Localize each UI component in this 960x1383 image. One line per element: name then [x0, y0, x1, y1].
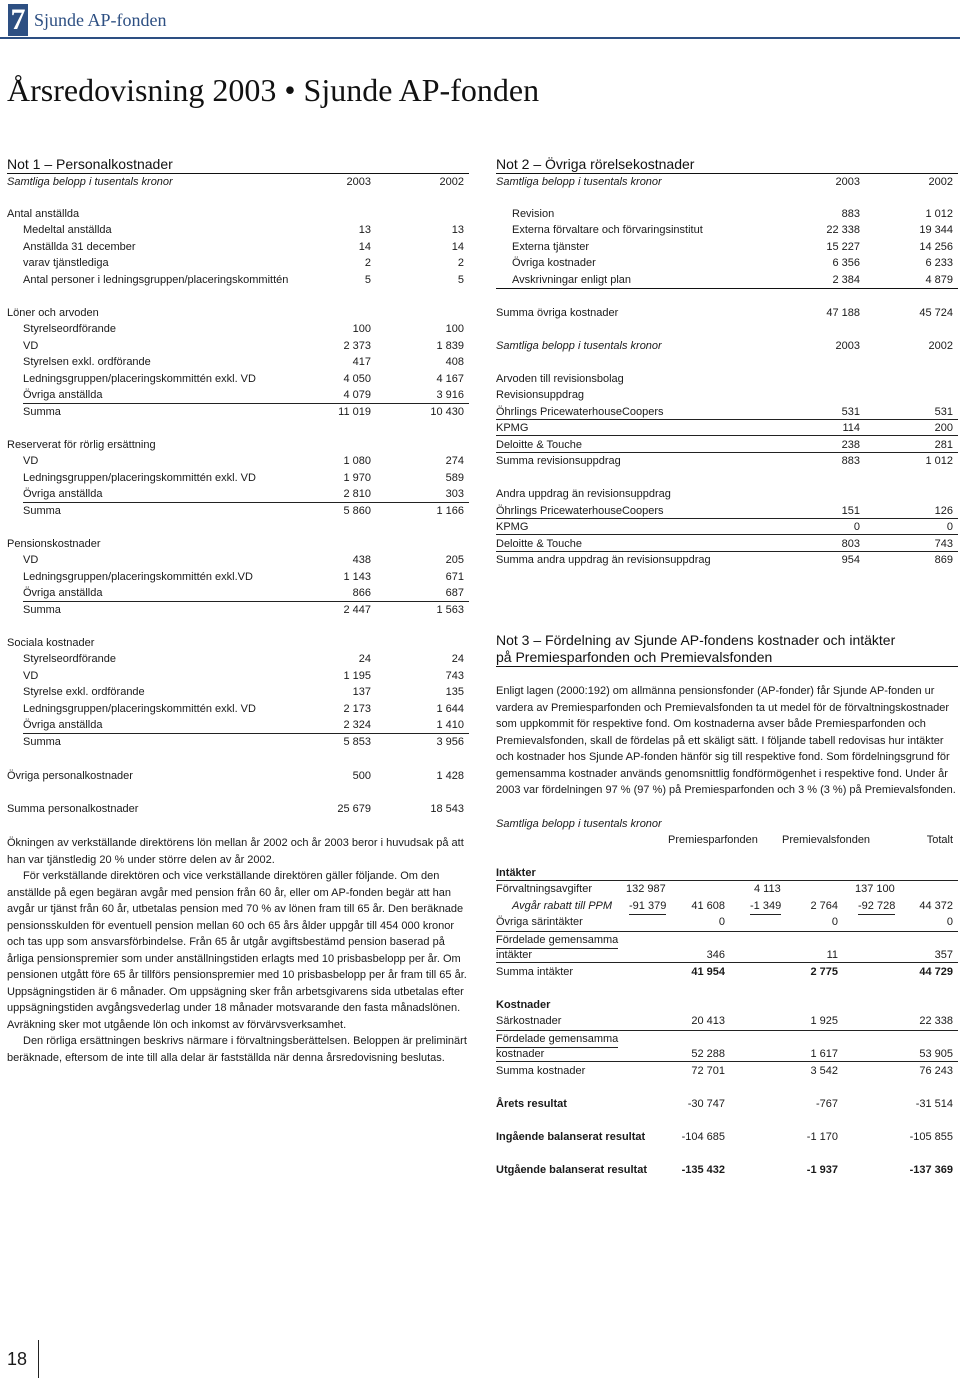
note2-fee-row — [496, 371, 958, 387]
note2-fee-2002: 200 — [934, 422, 953, 434]
note3-shared-inc-label1: Fördelade gemensamma — [496, 932, 618, 949]
logo-mark: 7 — [8, 4, 28, 36]
note3-heading-line2: på Premiesparfonden och Premievalsfonden — [496, 649, 773, 665]
note3-shared-cost-premieval: 1 617 — [810, 1048, 838, 1060]
page-number: 18 — [7, 1349, 28, 1369]
note3-value-premieval: 3 542 — [810, 1065, 838, 1077]
note3-value-total: 0 — [946, 916, 953, 928]
note1-row-label: Reserverat för rörlig ersättning — [7, 439, 156, 451]
note1-row — [7, 222, 469, 238]
note1-row — [7, 453, 469, 469]
note2-subnote: Samtliga belopp i tusentals kronor — [496, 176, 662, 188]
note2-fee-row — [496, 503, 958, 519]
note1-row-label: Övriga anställda — [23, 585, 469, 602]
note2-col2-2003: 2003 — [835, 340, 860, 352]
note1-value-2003: 2 447 — [343, 604, 371, 616]
note2-fee-row — [496, 453, 958, 469]
note1-row-label: Ledningsgruppen/placeringskommittén exkl. VD — [23, 373, 256, 385]
note3-shared-inc-total: 357 — [934, 949, 953, 961]
note2-fee-label: Summa andra uppdrag än revisionsuppdrag — [496, 554, 711, 566]
note3-col-headers — [496, 832, 958, 848]
note3-col-premieval: Premievalsfonden — [782, 834, 871, 846]
note3-row-label: Övriga särintäkter — [496, 916, 583, 928]
note2-total-2002: 45 724 — [919, 307, 953, 319]
note1-row-label: VD — [23, 670, 39, 682]
note1-row-label: varav tjänstlediga — [23, 257, 109, 269]
note1-row-label: Sociala kostnader — [7, 637, 95, 649]
note1-value-2002: 205 — [445, 554, 464, 566]
note1-value-2002: 13 — [451, 224, 464, 236]
note2-row — [496, 239, 958, 255]
note3-value-total: -137 369 — [909, 1164, 953, 1176]
note1-row — [7, 635, 469, 651]
note3-rebate-total-1: -92 728 — [858, 898, 895, 915]
note2-row-label: Övriga kostnader — [512, 257, 596, 269]
note2-fee-label: Summa revisionsuppdrag — [496, 455, 621, 467]
note1-value-2002: 3 956 — [436, 736, 464, 748]
note1-row — [7, 801, 469, 817]
note2-fee-2002: 869 — [934, 554, 953, 566]
note1-value-2003: 2 173 — [343, 703, 371, 715]
note3-heading-line1: Not 3 – Fördelning av Sjunde AP-fondens kostnader och intäkter — [496, 632, 896, 648]
note2-fee-label: KPMG — [496, 521, 529, 533]
note1-value-2003: 1 970 — [343, 472, 371, 484]
note1-row — [7, 404, 469, 420]
note2-value-2003: 6 356 — [832, 257, 860, 269]
note1-value-2003: 866 — [353, 585, 371, 602]
note2-fee-2002: 1 012 — [925, 455, 953, 467]
note1-value-2002: 24 — [451, 653, 464, 665]
note2-fee-2002: 126 — [934, 505, 953, 517]
note1-row — [7, 552, 469, 568]
note1-value-2002: 274 — [445, 455, 464, 467]
note3-fees-premiespar: 132 987 — [626, 883, 666, 895]
note2-value-2002: 19 344 — [919, 224, 953, 236]
note1-value-2002: 589 — [445, 472, 464, 484]
note1-value-2003: 2 324 — [343, 717, 371, 734]
note3-fees-row — [496, 881, 958, 897]
note3-value-premieval: -1 170 — [806, 1131, 838, 1143]
note3-value-premiespar: 0 — [718, 916, 725, 928]
note2-rule — [496, 288, 958, 289]
note2-row — [496, 255, 958, 271]
note3-value-total: 44 729 — [919, 966, 953, 978]
note2-col2-2002: 2002 — [928, 340, 953, 352]
note1-row-label: Summa — [23, 505, 61, 517]
note1-row — [7, 387, 469, 403]
note3-special-row — [496, 914, 958, 930]
note3-value-premieval: -767 — [815, 1098, 838, 1110]
note3-rebate-premiespar-1: -91 379 — [629, 898, 666, 915]
note1-row — [7, 701, 469, 717]
note3-heading-rule — [496, 666, 958, 667]
note1-text-p2: För verkställande direktören och vice verkställande direktören gäller följande. Om den anställde på egen begäran avgår med pension från 60 år, eller om AP-fonden begär att han avgår ur tjänst från 60 år, utbetalas pension med 70 % av lönen fram till 65 år. Den beräknade pensionsskulden för eventuell pension mellan 60 och 65 års ålder uppgår till 454 000 kronor och tas upp som ansvarsförbindelse. Från 65 år utgår avgiftsbestämd pension baserad på årliga pensionspremier som under anställningstiden erlagts med 10 prisbasbelopp per år. Om pensionen utgått före 65 år tillförs pensionspremier med 10 prisbasbelopp per år fram till 65 år. Uppsägningstiden är 6 månader. Om uppsägning sker från arbetsgivarens sida utbetalas efter uppsägningstiden avgångsvederlag under 18 månader motsvarande den fasta månadslönen. Avräkning sker mot utgående lön och inkomst av förvärvsverksamhet. — [7, 870, 467, 1031]
note2-fee-row — [496, 552, 958, 568]
note3-subnote: Samtliga belopp i tusentals kronor — [496, 818, 662, 830]
note3-shared-inc-premiespar: 346 — [706, 949, 725, 961]
note2-fee-2003: 954 — [841, 554, 860, 566]
note2-row-label: Externa förvaltare och förvaringsinstitut — [512, 224, 703, 236]
note3-shared-cost-row — [496, 1046, 958, 1062]
note2-fee-2003: 0 — [853, 521, 860, 533]
note2-fee-row — [496, 437, 958, 453]
note1-row-label: Pensionskostnader — [7, 538, 101, 550]
note3-fees-premieval: 4 113 — [754, 883, 781, 895]
note2-fee-label: KPMG — [496, 422, 529, 434]
note2-value-2003: 2 384 — [832, 274, 860, 286]
note3-row-label: Ingående balanserat resultat — [496, 1131, 646, 1143]
note1-row — [7, 239, 469, 255]
note1-row-label: Ledningsgruppen/placeringskommittén exkl. VD — [23, 472, 256, 484]
note2-fee-label: Öhrlings PricewaterhouseCoopers — [496, 406, 664, 418]
note1-value-2002: 14 — [451, 241, 464, 253]
note3-shared-cost-total: 53 905 — [919, 1048, 953, 1060]
note1-row — [7, 585, 469, 601]
note1-row — [7, 734, 469, 750]
note2-row-label: Avskrivningar enligt plan — [512, 274, 632, 286]
note2-fee-label: Andra uppdrag än revisionsuppdrag — [496, 488, 671, 500]
note1-value-2003: 417 — [352, 356, 371, 368]
note3-income-heading: Intäkter — [496, 867, 536, 879]
note3-row-label: Årets resultat — [496, 1098, 567, 1110]
note3-opening-row — [496, 1129, 958, 1145]
note1-row-label: Övriga anställda — [23, 387, 469, 404]
note1-value-2002: 303 — [446, 486, 464, 503]
note1-row-label: Anställda 31 december — [23, 241, 136, 253]
note3-result-row — [496, 1096, 958, 1112]
brand — [8, 4, 167, 36]
note3-row-label: Utgående balanserat resultat — [496, 1164, 647, 1176]
note2-total-2003: 47 188 — [826, 307, 860, 319]
note1-value-2003: 500 — [352, 770, 371, 782]
note3-rebate-premieval-1: -1 349 — [750, 898, 781, 915]
header-rule — [0, 37, 960, 39]
note1-value-2003: 11 019 — [338, 406, 371, 418]
note1-value-2003: 5 853 — [343, 736, 371, 748]
note1-row-label: Övriga personalkostnader — [7, 770, 133, 782]
note1-text-p1: Ökningen av verkställande direktörens lön mellan år 2002 och år 2003 beror i huvudsak på att han var tjänstledig 20 % under större delen av år 2002. — [7, 837, 464, 866]
note1-value-2002: 5 — [457, 274, 464, 286]
note3-row-label: Summa kostnader — [496, 1065, 586, 1077]
page-number-rule — [38, 1340, 39, 1378]
note1-row — [7, 768, 469, 784]
note3-value-total: 76 243 — [919, 1065, 953, 1077]
note2-fee-2003: 531 — [841, 406, 860, 418]
note3-value-premieval: -1 937 — [806, 1164, 838, 1176]
note1-value-2002: 100 — [445, 323, 464, 335]
note2-fee-2003: 151 — [841, 505, 860, 517]
note1-row-label: Styrelsen exkl. ordförande — [23, 356, 151, 368]
note1-value-2002: 743 — [445, 670, 464, 682]
note2-fee-label: Deloitte & Touche — [496, 439, 583, 451]
note1-row-label: VD — [23, 554, 39, 566]
brand-name: Sjunde AP-fonden — [34, 9, 167, 30]
note1-row — [7, 503, 469, 519]
note1-row-label: Summa — [23, 736, 61, 748]
note2-fee-2002: 0 — [946, 521, 953, 533]
note3-value-total: 22 338 — [919, 1015, 953, 1027]
note2-value-2003: 883 — [841, 208, 860, 220]
note1-text — [7, 835, 469, 1066]
note1-row — [7, 602, 469, 618]
note3-spec-cost-row — [496, 1013, 958, 1029]
note1-value-2003: 1 080 — [343, 455, 371, 467]
note1-value-2003: 13 — [358, 224, 371, 236]
note2-total-row — [496, 305, 958, 321]
note1-value-2003: 2 373 — [343, 340, 371, 352]
note1-row — [7, 536, 469, 552]
note1-value-2003: 5 — [364, 274, 371, 286]
note3-rebate-row — [496, 898, 958, 914]
note1-value-2003: 2 810 — [343, 486, 371, 503]
note1-value-2002: 4 167 — [436, 373, 464, 385]
note2-fee-2002: 743 — [934, 538, 953, 550]
note3-shared-inc-premieval: 11 — [826, 949, 838, 961]
note2-fee-2003: 114 — [842, 422, 860, 434]
note1-row-label: Styrelse exkl. ordförande — [23, 686, 145, 698]
note3-rebate-premiespar-2: 41 608 — [691, 900, 725, 912]
note2-col-2002: 2002 — [928, 176, 953, 188]
note1-value-2002: 10 430 — [430, 406, 464, 418]
note1-row-label: Styrelseordförande — [23, 323, 116, 335]
note1-row-label: VD — [23, 340, 39, 352]
note3-value-premiespar: 41 954 — [691, 966, 725, 978]
note2-fee-row — [496, 519, 958, 535]
note1-row — [7, 305, 469, 321]
note1-row — [7, 255, 469, 271]
note1-row-label: Antal personer i ledningsgruppen/placeringskommittén — [23, 274, 289, 286]
note1-value-2003: 14 — [358, 241, 371, 253]
note3-col-totalt: Totalt — [926, 834, 953, 846]
note3-fees-label: Förvaltningsavgifter — [496, 883, 592, 895]
note1-row — [7, 354, 469, 370]
note2-value-2003: 22 338 — [826, 224, 860, 236]
note1-row — [7, 486, 469, 502]
note3-sum-inc-row — [496, 964, 958, 980]
page-title: Årsredovisning 2003 • Sjunde AP-fonden — [7, 72, 540, 108]
note2-fee-2003: 883 — [841, 455, 860, 467]
note1-row — [7, 321, 469, 337]
note1-row-label: Övriga anställda — [23, 486, 469, 503]
note1-value-2002: 1 644 — [436, 703, 464, 715]
note1-value-2003: 4 079 — [343, 387, 371, 404]
note1-value-2002: 3 916 — [436, 387, 464, 404]
note2-fee-label: Revisionsuppdrag — [496, 389, 585, 401]
note3-value-premieval: 2 775 — [810, 966, 838, 978]
note1-row — [7, 371, 469, 387]
note3-cost-head — [496, 997, 958, 1013]
note2-fee-2002: 531 — [934, 406, 953, 418]
note1-value-2003: 1 143 — [343, 571, 371, 583]
note3-col-premiespar: Premiesparfonden — [668, 834, 758, 846]
note1-row — [7, 338, 469, 354]
note2-fee-row — [496, 387, 958, 403]
note2-fee-row — [496, 486, 958, 502]
note3-value-premiespar: -30 747 — [687, 1098, 725, 1110]
note3-shared-cost-label1: Fördelade gemensamma — [496, 1031, 618, 1048]
note1-text-p3: Den rörliga ersättningen beskrivs närmare i förvaltningsberättelsen. Beloppen är preliminärt beräknade, eftersom de inte till alla delar är fastställda när denna årsredovisning beslutas. — [7, 1035, 467, 1064]
note1-value-2002: 2 — [457, 257, 464, 269]
note3-rebate-label: Avgår rabatt till PPM — [512, 900, 613, 912]
note1-value-2003: 1 195 — [343, 670, 371, 682]
note1-row-label: Summa personalkostnader — [7, 803, 139, 815]
note2-subheader2 — [496, 338, 958, 354]
note1-value-2002: 671 — [445, 571, 464, 583]
note2-subheader — [496, 174, 958, 190]
note1-col-2003: 2003 — [346, 176, 371, 188]
note1-value-2003: 24 — [358, 653, 371, 665]
note3-shared-inc-row — [496, 947, 958, 963]
note2-total-label: Summa övriga kostnader — [496, 307, 619, 319]
note1-row-label: Antal anställda — [7, 208, 80, 220]
note1-row-label: Medeltal anställda — [23, 224, 112, 236]
note2-subnote2: Samtliga belopp i tusentals kronor — [496, 340, 662, 352]
note2-fee-2003: 238 — [841, 439, 860, 451]
note1-row-label: Löner och arvoden — [7, 307, 99, 319]
note1-row-label: Ledningsgruppen/placeringskommittén exkl.VD — [23, 571, 253, 583]
note1-value-2002: 1 410 — [436, 717, 464, 734]
note3-value-premiespar: -104 685 — [681, 1131, 725, 1143]
note1-value-2002: 18 543 — [430, 803, 464, 815]
note1-row-label: Summa — [23, 406, 61, 418]
note3-rebate-premieval-2: 2 764 — [810, 900, 838, 912]
note1-row — [7, 206, 469, 222]
note2-row — [496, 272, 958, 288]
note3-text — [496, 683, 958, 799]
note1-row — [7, 470, 469, 486]
note1-value-2002: 1 166 — [436, 505, 464, 517]
note3-value-total: -31 514 — [915, 1098, 953, 1110]
note3-row-label: Summa intäkter — [496, 966, 574, 978]
note3-value-premiespar: 72 701 — [691, 1065, 725, 1077]
note2-row-label: Revision — [512, 208, 555, 220]
note2-value-2002: 14 256 — [919, 241, 953, 253]
note2-value-2002: 4 879 — [925, 274, 953, 286]
note1-value-2003: 438 — [352, 554, 371, 566]
note3-value-total: -105 855 — [909, 1131, 953, 1143]
note3-sum-cost-row — [496, 1063, 958, 1079]
note2-value-2002: 6 233 — [925, 257, 953, 269]
note1-row-label: Styrelseordförande — [23, 653, 116, 665]
note2-col-2003: 2003 — [835, 176, 860, 188]
note3-value-premieval: 0 — [831, 916, 838, 928]
note3-fees-total: 137 100 — [855, 883, 895, 895]
note3-shared-cost-label-row — [496, 1030, 958, 1046]
note1-subnote: Samtliga belopp i tusentals kronor — [7, 176, 173, 188]
note2-row-label: Externa tjänster — [512, 241, 590, 253]
note3-rebate-total-2: 44 372 — [919, 900, 953, 912]
note1-value-2003: 25 679 — [337, 803, 371, 815]
note2-row — [496, 206, 958, 222]
note1-value-2002: 135 — [445, 686, 464, 698]
note1-heading: Not 1 – Personalkostnader — [7, 156, 173, 172]
note2-fee-label: Deloitte & Touche — [496, 538, 583, 550]
note2-fee-label: Öhrlings PricewaterhouseCoopers — [496, 505, 664, 517]
note1-value-2003: 137 — [352, 686, 371, 698]
note1-row — [7, 651, 469, 667]
note1-value-2003: 100 — [352, 323, 371, 335]
note1-row — [7, 668, 469, 684]
note2-row — [496, 222, 958, 238]
note1-value-2002: 1 428 — [436, 770, 464, 782]
note1-value-2002: 1 839 — [436, 340, 464, 352]
note1-row — [7, 272, 469, 288]
note2-fee-2003: 803 — [841, 538, 860, 550]
note1-row-label: Summa — [23, 604, 61, 616]
note1-value-2002: 408 — [445, 356, 464, 368]
note3-shared-inc-label2: intäkter — [496, 949, 533, 961]
note2-value-2002: 1 012 — [925, 208, 953, 220]
note1-value-2003: 4 050 — [343, 373, 371, 385]
note2-fee-row — [496, 404, 958, 420]
note3-income-head — [496, 865, 958, 881]
note1-row — [7, 684, 469, 700]
note1-value-2003: 2 — [364, 257, 371, 269]
note1-row-label: Ledningsgruppen/placeringskommittén exkl. VD — [23, 703, 256, 715]
note2-heading: Not 2 – Övriga rörelsekostnader — [496, 156, 695, 172]
note1-row-label: Övriga anställda — [23, 717, 469, 734]
note3-shared-cost-premiespar: 52 288 — [691, 1048, 725, 1060]
note1-row-label: VD — [23, 455, 39, 467]
note1-row — [7, 437, 469, 453]
note3-shared-cost-label2: kostnader — [496, 1048, 545, 1060]
note1-row — [7, 717, 469, 733]
note1-value-2003: 5 860 — [343, 505, 371, 517]
note3-value-premiespar: -135 432 — [681, 1164, 725, 1176]
note2-fee-row — [496, 420, 958, 436]
note1-col-2002: 2002 — [439, 176, 464, 188]
note1-row — [7, 569, 469, 585]
note3-value-premiespar: 20 413 — [691, 1015, 725, 1027]
note2-fee-label: Arvoden till revisionsbolag — [496, 373, 624, 385]
note3-cost-heading: Kostnader — [496, 999, 551, 1011]
note2-fee-row — [496, 536, 958, 552]
note1-value-2002: 687 — [446, 585, 464, 602]
note3-text-p1: Enligt lagen (2000:192) om allmänna pensionsfonder (AP-fonder) får Sjunde AP-fonden ur vardera av Premiesparfonden och Premievalsfonden ta ut medel för de förvaltningskostnader som uppkommit för respektive fond. Om kostnaderna avser både Premiesparfonden och Premievalsfonden, skall de fördelas på ett skäligt sätt. I följande tabell redovisas hur intäkter och kostnader hos Sjunde AP-fonden hänför sig till respektive fond. Som fördelningsgrund för gemensamma kostnader används genomsnittlig fondförmögenhet i respektive fond. Under år 2003 var fördelningen 97 % (97 %) på Premiesparfonden och 3 % (3 %) på Premievalsfonden. — [496, 685, 956, 796]
note3-shared-inc-label-row — [496, 931, 958, 947]
note2-value-2003: 15 227 — [826, 241, 860, 253]
note2-fee-2002: 281 — [934, 439, 953, 451]
note1-subheader — [7, 174, 469, 190]
note3-row-label: Särkostnader — [496, 1015, 562, 1027]
note3-value-premieval: 1 925 — [810, 1015, 838, 1027]
note1-value-2002: 1 563 — [436, 604, 464, 616]
note3-closing-row — [496, 1162, 958, 1178]
